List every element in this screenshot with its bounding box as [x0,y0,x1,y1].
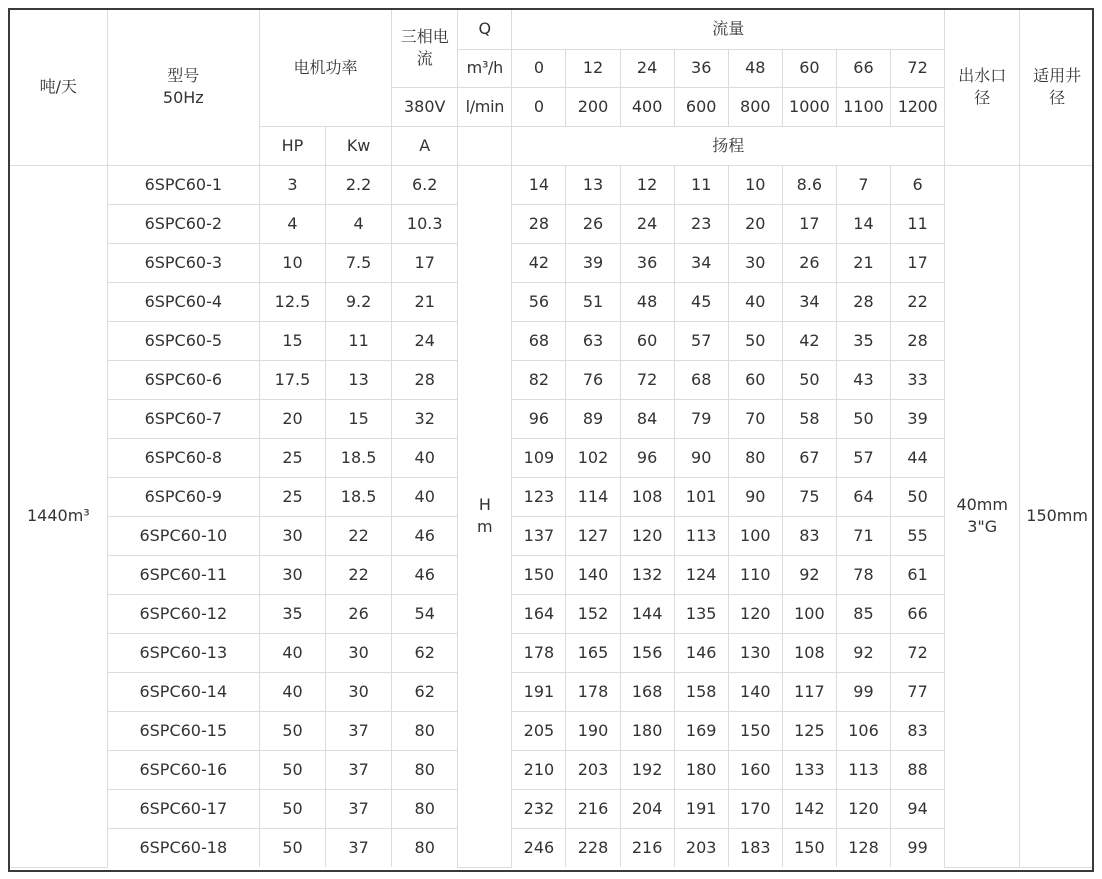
header-kw [326,126,392,165]
head-value-cell: 20 [728,204,782,243]
head-value-cell: 150 [728,711,782,750]
head-value-cell: 84 [620,399,674,438]
kw-cell: 30 [326,633,392,672]
head-value-cell: 203 [566,750,620,789]
header-outlet-line1: 出水口 [958,66,1007,86]
header-head-label: 扬程 [712,135,745,155]
hp-cell: 15 [259,321,325,360]
head-value-cell: 30 [728,243,782,282]
head-value-cell: 60 [620,321,674,360]
header-unit-lmin-label: l/min [465,96,505,116]
head-value-cell: 90 [674,438,728,477]
table-row [10,594,1094,633]
model-cell: 6SPC60-17 [107,789,259,828]
amp-cell: 62 [392,672,458,711]
head-value-cell: 23 [674,204,728,243]
header-model-freq: 50Hz [162,88,204,108]
hp-cell: 12.5 [259,282,325,321]
header-voltage-label: 380V [403,96,446,116]
head-value-cell: 79 [674,399,728,438]
head-value-cell: 68 [674,360,728,399]
table-row [10,828,1094,867]
head-value-cell: 132 [620,555,674,594]
head-value-cell: 142 [782,789,836,828]
h-unit-line1: H [478,495,491,514]
flow-lmin-value: 1100 [836,87,890,126]
head-value-cell: 8.6 [782,165,836,204]
head-value-cell: 246 [512,828,566,867]
kw-cell: 15 [326,399,392,438]
flow-lmin-value: 200 [566,87,620,126]
header-well-line2: 径 [1049,88,1066,108]
head-value-cell: 178 [566,672,620,711]
header-unit-m3h-label: m³/h [466,58,503,77]
head-value-cell: 124 [674,555,728,594]
outlet-line2: 3"G [967,517,998,536]
head-value-cell: 102 [566,438,620,477]
flow-m3h-value: 24 [620,49,674,87]
head-value-cell: 100 [728,516,782,555]
head-value-cell: 28 [836,282,890,321]
flow-m3h-value: 36 [674,49,728,87]
head-value-cell: 191 [674,789,728,828]
table-row [10,516,1094,555]
head-value-cell: 165 [566,633,620,672]
head-value-cell: 158 [674,672,728,711]
head-value-cell: 94 [891,789,945,828]
model-cell: 6SPC60-12 [107,594,259,633]
head-value-cell: 50 [728,321,782,360]
head-value-cell: 48 [620,282,674,321]
amp-cell: 80 [392,750,458,789]
head-value-cell: 39 [891,399,945,438]
head-value-cell: 183 [728,828,782,867]
head-value-cell: 14 [836,204,890,243]
outlet-line1: 40mm [956,495,1008,514]
header-unit-lmin [458,87,512,126]
head-value-cell: 133 [782,750,836,789]
header-motor-power-label: 电机功率 [293,57,358,77]
head-value-cell: 108 [620,477,674,516]
amp-cell: 21 [392,282,458,321]
outlet-cell [945,165,1020,867]
kw-cell: 37 [326,750,392,789]
hp-cell: 35 [259,594,325,633]
head-value-cell: 216 [620,828,674,867]
head-value-cell: 83 [891,711,945,750]
flow-lmin-value: 1200 [891,87,945,126]
head-value-cell: 120 [620,516,674,555]
head-value-cell: 76 [566,360,620,399]
header-q [458,10,512,49]
table-row [10,711,1094,750]
hp-cell: 17.5 [259,360,325,399]
table-row [10,243,1094,282]
head-value-cell: 34 [782,282,836,321]
header-current [392,10,458,87]
hp-cell: 25 [259,477,325,516]
model-cell: 6SPC60-8 [107,438,259,477]
head-value-cell: 232 [512,789,566,828]
head-value-cell: 83 [782,516,836,555]
kw-cell: 37 [326,789,392,828]
head-value-cell: 140 [728,672,782,711]
flow-lmin-value: 800 [728,87,782,126]
head-value-cell: 144 [620,594,674,633]
kw-cell: 30 [326,672,392,711]
head-value-cell: 26 [782,243,836,282]
model-cell: 6SPC60-9 [107,477,259,516]
head-value-cell: 113 [836,750,890,789]
header-hp-label: HP [281,135,304,155]
head-value-cell: 100 [782,594,836,633]
model-cell: 6SPC60-7 [107,399,259,438]
table-row [10,360,1094,399]
head-value-cell: 42 [782,321,836,360]
model-cell: 6SPC60-14 [107,672,259,711]
head-value-cell: 114 [566,477,620,516]
head-value-cell: 178 [512,633,566,672]
head-value-cell: 80 [728,438,782,477]
hp-cell: 40 [259,672,325,711]
head-value-cell: 6 [891,165,945,204]
flow-m3h-value: 66 [836,49,890,87]
head-value-cell: 92 [836,633,890,672]
head-value-cell: 123 [512,477,566,516]
table-row [10,555,1094,594]
head-value-cell: 150 [512,555,566,594]
header-hp [259,126,325,165]
head-value-cell: 180 [620,711,674,750]
head-value-cell: 11 [674,165,728,204]
amp-cell: 80 [392,828,458,867]
header-amp-label: A [419,135,431,155]
flow-m3h-value: 12 [566,49,620,87]
head-value-cell: 78 [836,555,890,594]
model-cell: 6SPC60-11 [107,555,259,594]
header-flow [512,10,945,49]
h-unit-cell [458,165,512,867]
model-cell: 6SPC60-3 [107,243,259,282]
hp-cell: 25 [259,438,325,477]
kw-cell: 26 [326,594,392,633]
kw-cell: 11 [326,321,392,360]
pump-spec-table [10,10,1094,868]
header-current-line1: 三相电 [400,27,449,47]
kw-cell: 18.5 [326,477,392,516]
hp-cell: 3 [259,165,325,204]
head-value-cell: 33 [891,360,945,399]
head-value-cell: 127 [566,516,620,555]
hp-cell: 30 [259,516,325,555]
amp-cell: 80 [392,789,458,828]
head-value-cell: 72 [891,633,945,672]
model-cell: 6SPC60-15 [107,711,259,750]
hp-cell: 4 [259,204,325,243]
header-motor-power [259,10,391,126]
amp-cell: 24 [392,321,458,360]
head-value-cell: 117 [782,672,836,711]
hp-cell: 40 [259,633,325,672]
model-cell: 6SPC60-16 [107,750,259,789]
head-value-cell: 51 [566,282,620,321]
hp-cell: 50 [259,711,325,750]
head-value-cell: 57 [674,321,728,360]
header-amp [392,126,458,165]
flow-m3h-value: 48 [728,49,782,87]
kw-cell: 4 [326,204,392,243]
head-value-cell: 152 [566,594,620,633]
head-value-cell: 150 [782,828,836,867]
kw-cell: 22 [326,555,392,594]
head-value-cell: 60 [728,360,782,399]
amp-cell: 6.2 [392,165,458,204]
hp-cell: 20 [259,399,325,438]
flow-lmin-value: 0 [512,87,566,126]
head-value-cell: 101 [674,477,728,516]
head-value-cell: 92 [782,555,836,594]
table-row [10,399,1094,438]
head-value-cell: 57 [836,438,890,477]
model-cell: 6SPC60-18 [107,828,259,867]
header-well-line1: 适用井 [1033,66,1082,86]
kw-cell: 37 [326,711,392,750]
hp-cell: 50 [259,789,325,828]
header-model [107,10,259,165]
model-cell: 6SPC60-5 [107,321,259,360]
head-value-cell: 56 [512,282,566,321]
head-value-cell: 40 [728,282,782,321]
head-value-cell: 55 [891,516,945,555]
head-value-cell: 70 [728,399,782,438]
head-value-cell: 43 [836,360,890,399]
head-value-cell: 109 [512,438,566,477]
head-value-cell: 50 [836,399,890,438]
header-well [1020,10,1094,165]
header-voltage [392,87,458,126]
head-value-cell: 99 [891,828,945,867]
table-row [10,633,1094,672]
amp-cell: 28 [392,360,458,399]
head-value-cell: 160 [728,750,782,789]
head-value-cell: 125 [782,711,836,750]
head-value-cell: 72 [620,360,674,399]
head-value-cell: 66 [891,594,945,633]
model-cell: 6SPC60-13 [107,633,259,672]
head-value-cell: 170 [728,789,782,828]
header-capacity-label: 吨/天 [39,77,78,97]
head-value-cell: 36 [620,243,674,282]
head-value-cell: 28 [512,204,566,243]
model-cell: 6SPC60-10 [107,516,259,555]
table-row [10,789,1094,828]
head-value-cell: 17 [782,204,836,243]
header-outlet [945,10,1020,165]
head-value-cell: 228 [566,828,620,867]
head-value-cell: 216 [566,789,620,828]
pump-spec-table-frame [8,8,1094,872]
header-outlet-line2: 径 [974,88,991,108]
head-value-cell: 28 [891,321,945,360]
head-value-cell: 14 [512,165,566,204]
table-row [10,321,1094,360]
head-value-cell: 203 [674,828,728,867]
head-value-cell: 99 [836,672,890,711]
head-value-cell: 17 [891,243,945,282]
capacity-cell: 1440m³ [10,165,107,867]
header-q-label: Q [478,19,492,39]
amp-cell: 54 [392,594,458,633]
kw-cell: 13 [326,360,392,399]
head-value-cell: 128 [836,828,890,867]
head-value-cell: 192 [620,750,674,789]
kw-cell: 18.5 [326,438,392,477]
head-value-cell: 68 [512,321,566,360]
table-row [10,165,1094,204]
table-row [10,438,1094,477]
head-value-cell: 50 [891,477,945,516]
head-value-cell: 89 [566,399,620,438]
header-h-unit-cell [458,126,512,165]
head-value-cell: 44 [891,438,945,477]
head-value-cell: 26 [566,204,620,243]
flow-m3h-value: 60 [782,49,836,87]
amp-cell: 46 [392,555,458,594]
table-row [10,672,1094,711]
amp-cell: 46 [392,516,458,555]
header-head [512,126,945,165]
flow-lmin-value: 400 [620,87,674,126]
head-value-cell: 34 [674,243,728,282]
head-value-cell: 96 [512,399,566,438]
amp-cell: 10.3 [392,204,458,243]
head-value-cell: 22 [891,282,945,321]
hp-cell: 50 [259,828,325,867]
amp-cell: 80 [392,711,458,750]
head-value-cell: 77 [891,672,945,711]
head-value-cell: 164 [512,594,566,633]
head-value-cell: 35 [836,321,890,360]
head-value-cell: 120 [836,789,890,828]
amp-cell: 40 [392,477,458,516]
head-value-cell: 11 [891,204,945,243]
well-cell: 150mm [1020,165,1094,867]
kw-cell: 7.5 [326,243,392,282]
head-value-cell: 130 [728,633,782,672]
head-value-cell: 12 [620,165,674,204]
head-value-cell: 205 [512,711,566,750]
head-value-cell: 50 [782,360,836,399]
header-capacity [10,10,107,165]
head-value-cell: 110 [728,555,782,594]
head-value-cell: 10 [728,165,782,204]
hp-cell: 30 [259,555,325,594]
head-value-cell: 64 [836,477,890,516]
model-cell: 6SPC60-1 [107,165,259,204]
head-value-cell: 120 [728,594,782,633]
head-value-cell: 204 [620,789,674,828]
amp-cell: 62 [392,633,458,672]
head-value-cell: 190 [566,711,620,750]
table-row [10,477,1094,516]
head-value-cell: 45 [674,282,728,321]
hp-cell: 10 [259,243,325,282]
flow-lmin-value: 600 [674,87,728,126]
head-value-cell: 140 [566,555,620,594]
head-value-cell: 7 [836,165,890,204]
head-value-cell: 63 [566,321,620,360]
head-value-cell: 210 [512,750,566,789]
head-value-cell: 96 [620,438,674,477]
head-value-cell: 85 [836,594,890,633]
head-value-cell: 169 [674,711,728,750]
head-value-cell: 13 [566,165,620,204]
head-value-cell: 67 [782,438,836,477]
table-row [10,204,1094,243]
flow-lmin-value: 1000 [782,87,836,126]
header-current-line2: 流 [416,49,433,69]
head-value-cell: 24 [620,204,674,243]
hp-cell: 50 [259,750,325,789]
head-value-cell: 137 [512,516,566,555]
head-value-cell: 191 [512,672,566,711]
head-value-cell: 108 [782,633,836,672]
header-kw-label: Kw [346,135,371,155]
header-unit-m3h [458,49,512,87]
table-row [10,750,1094,789]
head-value-cell: 71 [836,516,890,555]
head-value-cell: 75 [782,477,836,516]
head-value-cell: 180 [674,750,728,789]
head-value-cell: 113 [674,516,728,555]
head-value-cell: 88 [891,750,945,789]
head-value-cell: 61 [891,555,945,594]
head-value-cell: 82 [512,360,566,399]
head-value-cell: 39 [566,243,620,282]
model-cell: 6SPC60-6 [107,360,259,399]
h-unit-line2: m [477,517,493,536]
head-value-cell: 156 [620,633,674,672]
table-row [10,282,1094,321]
amp-cell: 40 [392,438,458,477]
flow-m3h-value: 72 [891,49,945,87]
head-value-cell: 42 [512,243,566,282]
header-model-label: 型号 [167,66,200,86]
head-value-cell: 58 [782,399,836,438]
model-cell: 6SPC60-2 [107,204,259,243]
head-value-cell: 135 [674,594,728,633]
head-value-cell: 146 [674,633,728,672]
amp-cell: 32 [392,399,458,438]
head-value-cell: 90 [728,477,782,516]
head-value-cell: 21 [836,243,890,282]
kw-cell: 9.2 [326,282,392,321]
kw-cell: 22 [326,516,392,555]
head-value-cell: 168 [620,672,674,711]
model-cell: 6SPC60-4 [107,282,259,321]
flow-m3h-value: 0 [512,49,566,87]
kw-cell: 2.2 [326,165,392,204]
header-flow-label: 流量 [712,19,745,39]
head-value-cell: 106 [836,711,890,750]
amp-cell: 17 [392,243,458,282]
kw-cell: 37 [326,828,392,867]
